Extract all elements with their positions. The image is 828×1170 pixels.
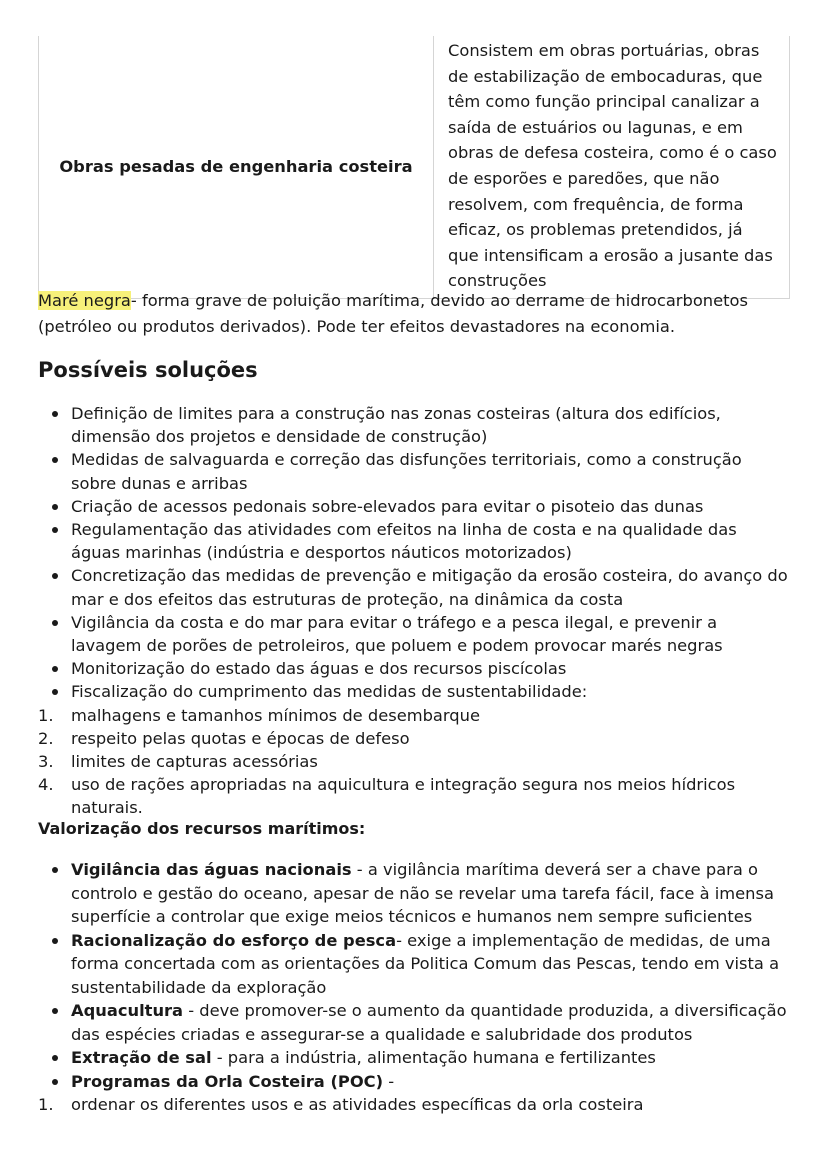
item-number: 1.	[38, 1095, 54, 1114]
list-item	[38, 680, 790, 703]
list-item-text: Definição de limites para a construção nas zonas costeiras (altura dos edifícios, dimensão dos projetos e densidade de construção)	[71, 404, 721, 447]
table-row	[39, 36, 790, 298]
definition-table	[38, 36, 790, 299]
numbered-item	[38, 1093, 790, 1117]
list-item	[38, 402, 790, 448]
table-term-cell: Obras pesadas de engenharia costeira	[39, 36, 434, 298]
numbered-item	[38, 727, 790, 750]
list-item-text: limites de capturas acessórias	[71, 752, 318, 772]
list-item-bold: Racionalização do esforço de pesca	[71, 930, 397, 950]
list-item-text: Regulamentação das atividades com efeitos na linha de costa e na qualidade das águas marinhas (indústria e desportos náuticos motorizados)	[71, 520, 737, 563]
list-item-text: Medidas de salvaguarda e correção das disfunções territoriais, como a construção sobre dunas e arribas	[71, 450, 742, 493]
mare-negra-paragraph	[38, 288, 798, 340]
list-item-bold: Extração de sal	[71, 1048, 212, 1067]
list-item-text: Monitorização do estado das águas e dos recursos piscícolas	[71, 659, 567, 679]
list-item-text: Vigilância da costa e do mar para evitar o tráfego e a pesca ilegal, e prevenir a lavagem de porões de petroleiros, que poluem e podem provocar marés negras	[71, 612, 723, 656]
list-item	[38, 1046, 790, 1070]
mare-negra-text: - forma grave de poluição marítima, devido ao derrame de hidrocarbonetos (petróleo ou produtos derivados). Pode ter efeitos devastadores na economia.	[38, 291, 748, 336]
item-number: 3.	[38, 752, 54, 772]
list-item-text: Fiscalização do cumprimento das medidas de sustentabilidade:	[71, 682, 588, 702]
numbered-item	[38, 704, 790, 727]
list-item-text: uso de rações apropriadas na aquicultura e integração segura nos meios hídricos naturais.	[71, 775, 736, 818]
highlighted-term: Maré negra	[38, 291, 131, 310]
list-item-text: -	[383, 1071, 395, 1091]
list-item-bold: Aquacultura	[71, 1001, 184, 1020]
list-item-text: malhagens e tamanhos mínimos de desembarque	[71, 705, 480, 725]
list-item	[38, 999, 790, 1046]
solucoes-list	[38, 402, 790, 820]
list-item-text: - a vigilância marítima deverá ser a chave para o controlo e gestão do oceano, apesar de não se revelar uma tarefa fácil, face à imensa superfície a controlar que exige meios técnicos e humanos nem sempre suficientes	[71, 860, 774, 926]
list-item	[38, 929, 790, 1000]
list-item-text: respeito pelas quotas e épocas de defeso	[71, 728, 410, 748]
list-item-bold: Vigilância das águas nacionais	[71, 860, 352, 879]
section-heading-solucoes: Possíveis soluções	[38, 358, 258, 382]
list-item	[38, 495, 790, 518]
list-item-text: Criação de acessos pedonais sobre-elevados para evitar o pisoteio das dunas	[71, 496, 704, 516]
list-item-text: - exige a implementação de medidas, de uma forma concertada com as orientações da Politica Comum das Pescas, tendo em vista a sustentabilidade da exploração	[71, 930, 780, 997]
list-item	[38, 657, 790, 680]
list-item-text: ordenar os diferentes usos e as atividades específicas da orla costeira	[71, 1095, 644, 1114]
list-item-bold: Programas da Orla Costeira (POC)	[71, 1071, 384, 1091]
list-item	[38, 448, 790, 494]
list-item	[38, 858, 790, 929]
item-number: 4.	[38, 775, 54, 795]
list-item	[38, 564, 790, 610]
section-heading-valorizacao: Valorização dos recursos marítimos:	[38, 819, 366, 838]
item-number: 2.	[38, 728, 54, 748]
list-item-text: Concretização das medidas de prevenção e mitigação da erosão costeira, do avanço do mar e dos efeitos das estruturas de proteção, na dinâmica da costa	[71, 566, 788, 609]
numbered-item	[38, 773, 790, 819]
list-item-text: - deve promover-se o aumento da quantidade produzida, a diversificação das espécies criadas e assegurar-se a qualidade e salubridade dos produtos	[71, 1001, 787, 1044]
list-item	[38, 611, 790, 657]
list-item-text: - para a indústria, alimentação humana e fertilizantes	[211, 1048, 656, 1067]
list-item	[38, 1070, 790, 1094]
list-item	[38, 518, 790, 564]
valorizacao-list	[38, 858, 790, 1117]
item-number: 1.	[38, 705, 54, 725]
table-definition-cell: Consistem em obras portuárias, obras de estabilização de embocaduras, que têm como função principal canalizar a saída de estuários ou lagunas, e em obras de defesa costeira, como é o caso de esporões e paredões, que não resolvem, com frequência, de forma eficaz, os problemas pretendidos, já que intensificam a erosão a jusante das construções	[434, 36, 790, 298]
numbered-item	[38, 750, 790, 773]
